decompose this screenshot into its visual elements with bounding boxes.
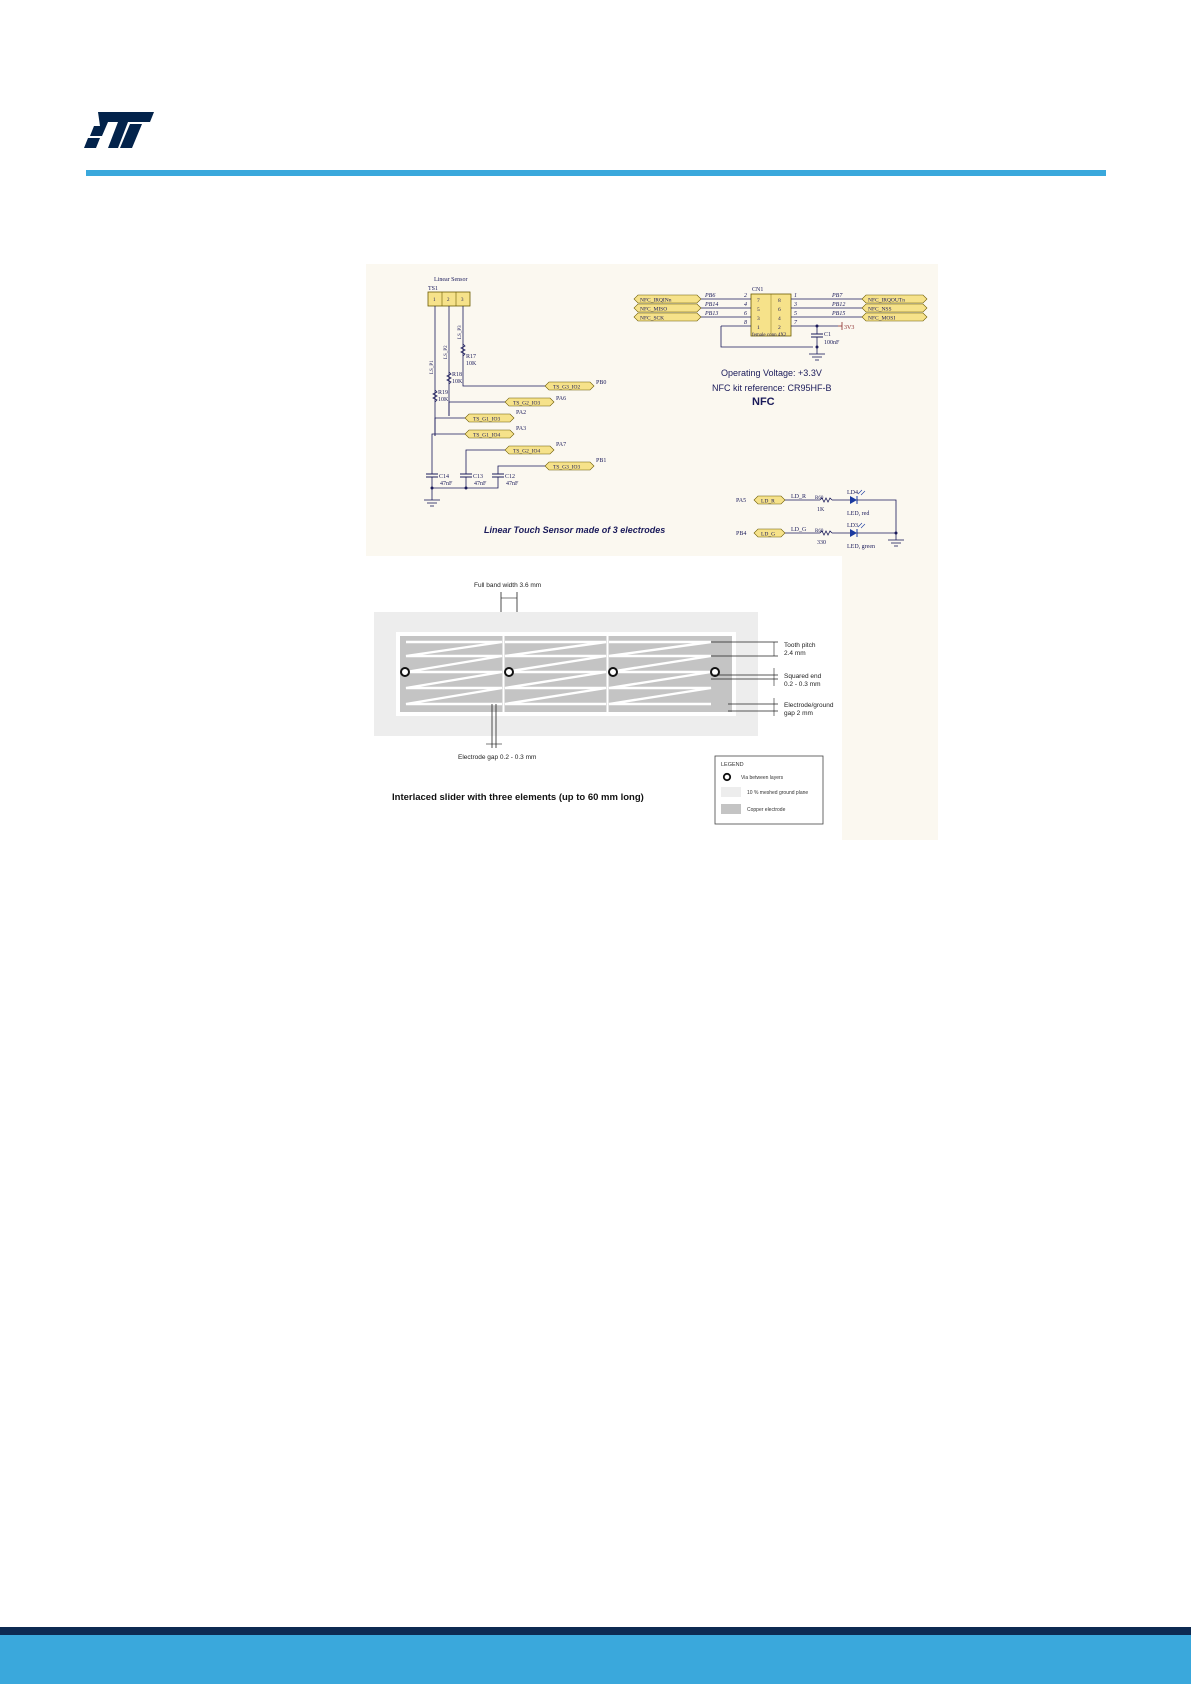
nfc-pin-2: 2 (744, 293, 747, 299)
legend-title: LEGEND (721, 762, 744, 768)
nfc-port-pb6: PB6 (705, 293, 716, 299)
cn1-inner-2: 2 (778, 325, 781, 331)
nfc-port-pb14: PB14 (705, 302, 719, 308)
touch-sensor-designator: TS1 (428, 286, 439, 292)
tooth-pitch-value: 2.4 mm (784, 650, 806, 657)
squared-end-value: 0.2 - 0.3 mm (784, 681, 821, 688)
cn1-inner-7: 7 (757, 298, 760, 304)
c14-ref: C14 (439, 474, 450, 480)
c14-value: 47nF (440, 481, 453, 487)
nfc-sig-irqinn: NFC_IRQINn (640, 297, 672, 304)
port-pa7: PA7 (556, 442, 567, 448)
via-1 (401, 668, 409, 676)
net-ls-p1: LS_P1 (430, 360, 435, 374)
port-pb1: PB1 (596, 458, 607, 464)
c12-ref: C12 (505, 474, 516, 480)
nfc-sig-irqoutn: NFC_IRQOUTn (868, 297, 905, 304)
r19-value: 10K (438, 397, 449, 403)
footer-bar (0, 1627, 1191, 1684)
nfc-cap-ref: C1 (824, 332, 832, 338)
nfc-sig-mosi: NFC_MOSI (868, 315, 896, 322)
led-r-desc: LED, red (847, 511, 870, 517)
legend-ground-swatch (721, 787, 741, 797)
nfc-port-pb12: PB12 (832, 302, 846, 308)
led-g-ref: LD3 (847, 523, 858, 529)
net-ls-p3: LS_P3 (458, 325, 463, 339)
nfc-connector-type: female conn 4X2 (752, 333, 787, 338)
r17-ref: R17 (466, 354, 477, 360)
port-pb0: PB0 (596, 380, 607, 386)
sig-ts-g2-io3: TS_G2_IO3 (513, 400, 541, 407)
led-g-desc: LED, green (847, 544, 875, 550)
squared-end-label: Squared end (784, 673, 822, 680)
nfc-port-pb15: PB15 (832, 311, 846, 317)
nfc-pin-3: 3 (794, 302, 797, 308)
nfc-sig-sck: NFC_SCK (640, 315, 665, 322)
st-logo (84, 112, 154, 154)
nfc-pin-6: 6 (744, 311, 747, 317)
led-r-net: LD_R (791, 494, 806, 500)
ts-pin-1: 1 (433, 298, 436, 303)
nfc-connector-ref: CN1 (752, 287, 764, 293)
cn1-inner-3: 3 (757, 316, 760, 322)
port-pa6: PA6 (556, 396, 567, 402)
net-ls-p2: LS_P2 (444, 345, 449, 359)
sig-ts-g3-io2: TS_G3_IO2 (553, 384, 581, 391)
c13-ref: C13 (473, 474, 484, 480)
cn1-inner-5: 5 (757, 307, 760, 313)
led-g-port: PB4 (736, 531, 747, 537)
port-pa3: PA3 (516, 426, 527, 432)
legend-item-ground: 10 % meshed ground plane (747, 790, 809, 796)
nfc-pin-4: 4 (744, 302, 747, 308)
cn1-inner-4: 4 (778, 316, 781, 322)
led-g-res-value: 330 (817, 540, 826, 546)
tooth-pitch-label: Tooth pitch (784, 642, 816, 649)
sig-ts-g2-io4: TS_G2_IO4 (513, 448, 541, 455)
led-g-res-ref: R60 (815, 529, 824, 534)
led-r-res-ref: R60 (815, 496, 824, 501)
c12-value: 47nF (506, 481, 519, 487)
nfc-title: NFC (752, 396, 775, 408)
cn1-inner-8: 8 (778, 298, 781, 304)
footer-line (0, 1627, 1191, 1635)
ts-pin-2: 2 (447, 298, 450, 303)
band-width-label: Full band width 3.6 mm (474, 582, 542, 589)
ts-pin-3: 3 (461, 298, 464, 303)
nfc-sig-nss: NFC_NSS (868, 306, 892, 313)
nfc-pin-7: 7 (794, 320, 797, 326)
electrode-gap-label: Electrode gap 0.2 - 0.3 mm (458, 754, 537, 761)
led-r-ref: LD4 (847, 490, 858, 496)
r18-ref: R18 (452, 372, 463, 378)
led-g-label: LD_G (761, 531, 776, 538)
via-3 (609, 668, 617, 676)
led-g-net: LD_G (791, 527, 807, 533)
led-r-port: PA5 (736, 498, 747, 504)
gap-ground-label: Electrode/ground (784, 702, 834, 709)
cn1-inner-1: 1 (757, 325, 760, 331)
legend-item-copper: Copper electrode (747, 807, 786, 813)
nfc-sig-miso: NFC_MISO (640, 306, 668, 313)
schematic-figure (366, 264, 938, 840)
c13-value: 47nF (474, 481, 487, 487)
nfc-port-pb13: PB13 (705, 311, 719, 317)
legend-copper-swatch (721, 804, 741, 814)
nfc-voltage-note: Operating Voltage: +3.3V (721, 368, 822, 378)
led-r-label: LD_R (761, 498, 775, 505)
r17-value: 10K (466, 361, 477, 367)
r18-value: 10K (452, 379, 463, 385)
r19-ref: R19 (438, 390, 449, 396)
legend-item-via: Via between layers (741, 775, 784, 781)
touch-sensor-title: Linear Sensor (434, 277, 468, 283)
nfc-cap-value: 100nF (824, 340, 840, 346)
led-r-res-value: 1K (817, 507, 825, 513)
touch-sensor-caption: Linear Touch Sensor made of 3 electrodes (484, 525, 666, 535)
nfc-pin-8: 8 (744, 320, 747, 326)
via-2 (505, 668, 513, 676)
nfc-kit-note: NFC kit reference: CR95HF-B (712, 383, 832, 393)
nfc-pin-5: 5 (794, 311, 797, 317)
legend-via-icon (724, 774, 730, 780)
gap-ground-value: gap 2 mm (784, 710, 813, 717)
cn1-inner-6: 6 (778, 307, 781, 313)
slider-caption: Interlaced slider with three elements (up to 60 mm long) (392, 792, 644, 803)
sig-ts-g1-io4: TS_G1_IO4 (473, 432, 501, 439)
header-rule (86, 170, 1106, 176)
sig-ts-g1-io3: TS_G1_IO3 (473, 416, 501, 423)
nfc-port-pb7: PB7 (832, 293, 843, 299)
nfc-supply: 3V3 (844, 325, 855, 331)
port-pa2: PA2 (516, 410, 527, 416)
nfc-pin-1: 1 (794, 293, 797, 299)
sig-ts-g3-io3: TS_G3_IO3 (553, 464, 581, 471)
